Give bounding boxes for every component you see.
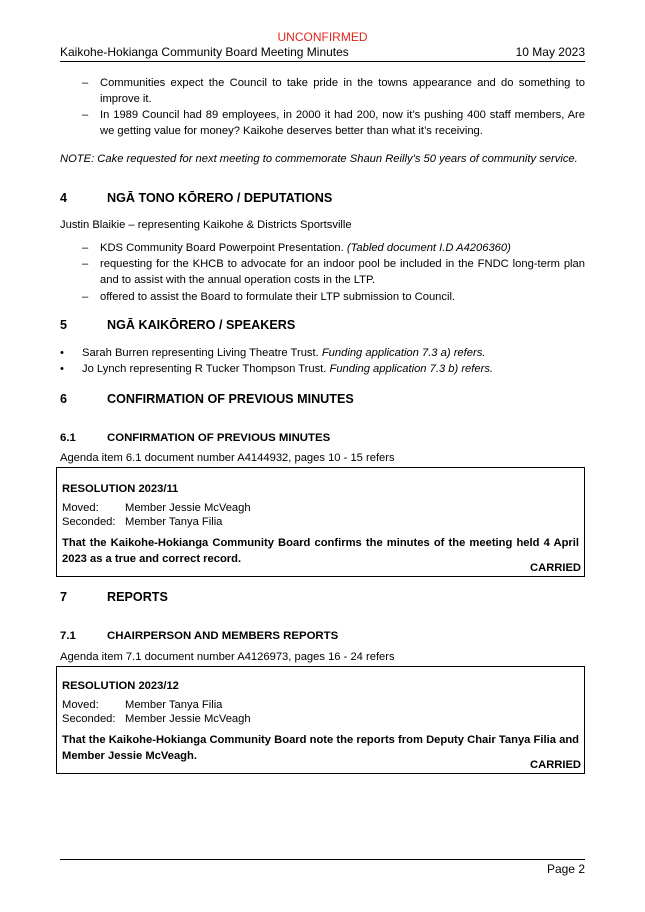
list-item <box>82 107 585 139</box>
resolution-motion: That the Kaikohe-Hokianga Community Board confirms the minutes of the meeting held 4 April 2023 as a true and correct record. <box>62 537 579 565</box>
seconded-row <box>62 516 222 528</box>
list-marker: – <box>82 77 89 89</box>
list-item <box>82 240 585 256</box>
footer-divider <box>60 859 585 860</box>
header-divider <box>60 61 585 62</box>
page-number: Page 2 <box>546 862 585 876</box>
resolution-box <box>56 666 585 774</box>
tabled-document-ref: (Tabled document I.D A4206360) <box>346 242 511 254</box>
moved-label: Moved: <box>62 502 99 514</box>
list-item <box>82 75 585 107</box>
resolution-box <box>56 467 585 577</box>
list-item-text: requesting for the KHCB to advocate for an indoor pool be included in the FNDC long-term plan and to assist with the annual operation costs in the LTP. <box>100 258 585 286</box>
seconded-by: Member Jessie McVeagh <box>125 713 251 725</box>
funding-reference: Funding application 7.3 b) refers. <box>329 363 494 375</box>
moved-row <box>62 699 222 711</box>
list-item <box>82 289 585 305</box>
agenda-reference: Agenda item 6.1 document number A4144932, pages 10 - 15 refers <box>60 452 395 464</box>
seconded-by: Member Tanya Filia <box>125 516 223 528</box>
list-marker: – <box>82 242 89 254</box>
agenda-reference: Agenda item 7.1 document number A4126973, pages 16 - 24 refers <box>60 651 395 663</box>
moved-label: Moved: <box>62 699 99 711</box>
moved-row <box>62 502 251 514</box>
section-title: NGĀ KAIKŌRERO / SPEAKERS <box>107 318 296 332</box>
moved-by: Member Jessie McVeagh <box>125 502 251 514</box>
bullet-marker: • <box>60 363 64 375</box>
list-item-text: Sarah Burren representing Living Theatre Trust. <box>82 347 322 359</box>
section-number: 4 <box>60 191 68 205</box>
subsection-number: 6.1 <box>60 432 76 444</box>
list-marker: – <box>82 291 89 303</box>
resolution-result: CARRIED <box>530 562 581 574</box>
list-item-text: KDS Community Board Powerpoint Presentation. <box>100 242 347 254</box>
bullet-marker: • <box>60 347 64 359</box>
moved-by: Member Tanya Filia <box>125 699 223 711</box>
section-title: CONFIRMATION OF PREVIOUS MINUTES <box>107 392 354 406</box>
note-text: NOTE: Cake requested for next meeting to commemorate Shaun Reilly’s 50 years of community service. <box>60 153 578 165</box>
resolution-title: RESOLUTION 2023/11 <box>62 483 179 495</box>
funding-reference: Funding application 7.3 a) refers. <box>321 347 486 359</box>
subsection-title: CONFIRMATION OF PREVIOUS MINUTES <box>107 432 331 444</box>
section-title: REPORTS <box>107 590 168 604</box>
deputation-intro: Justin Blaikie – representing Kaikohe & Districts Sportsville <box>60 219 352 231</box>
section-number: 5 <box>60 318 68 332</box>
list-marker: – <box>82 258 89 270</box>
seconded-label: Seconded: <box>62 516 116 528</box>
seconded-label: Seconded: <box>62 713 116 725</box>
resolution-title: RESOLUTION 2023/12 <box>62 680 179 692</box>
seconded-row <box>62 713 251 725</box>
section-title: NGĀ TONO KŌRERO / DEPUTATIONS <box>107 191 333 205</box>
resolution-result: CARRIED <box>530 759 581 771</box>
section-number: 6 <box>60 392 68 406</box>
list-item-text: offered to assist the Board to formulate their LTP submission to Council. <box>100 291 456 303</box>
list-item-text: Communities expect the Council to take pride in the towns appearance and do something to improve it. <box>100 77 585 105</box>
page-header <box>60 45 585 59</box>
list-item-text: In 1989 Council had 89 employees, in 2000 it had 200, now it’s pushing 400 staff members, Are we getting value for money? Kaikohe deserves better than what it’s receiving. <box>100 109 585 137</box>
subsection-title: CHAIRPERSON AND MEMBERS REPORTS <box>107 630 339 642</box>
list-item-text: Jo Lynch representing R Tucker Thompson Trust. <box>82 363 330 375</box>
list-item <box>82 256 585 288</box>
resolution-motion: That the Kaikohe-Hokianga Community Board note the reports from Deputy Chair Tanya Filia and Member Jessie McVeagh. <box>62 734 579 762</box>
section-number: 7 <box>60 590 68 604</box>
list-marker: – <box>82 109 89 121</box>
subsection-number: 7.1 <box>60 630 76 642</box>
document-title: Kaikohe-Hokianga Community Board Meeting Minutes <box>60 45 349 59</box>
meeting-date: 10 May 2023 <box>515 45 585 59</box>
unconfirmed-label: UNCONFIRMED <box>277 30 368 44</box>
